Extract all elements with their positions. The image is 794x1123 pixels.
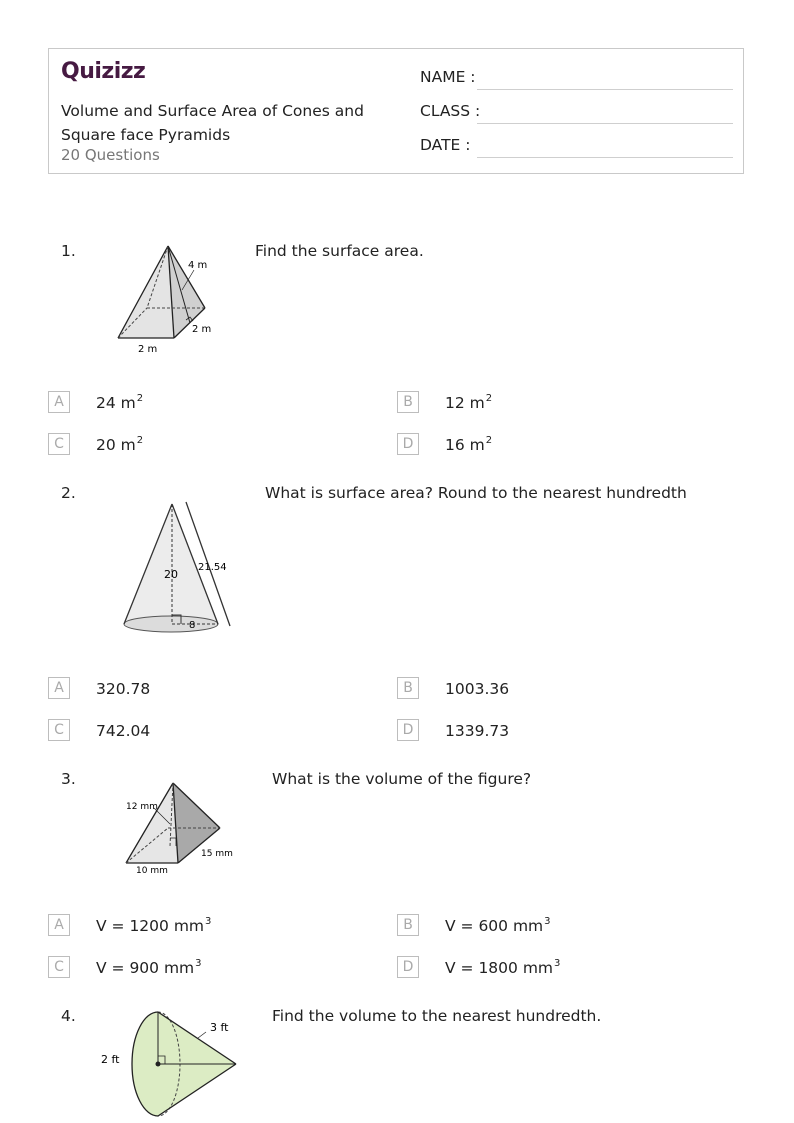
height-label: 12 mm	[126, 802, 158, 812]
base-depth-label: 2 m	[192, 324, 212, 335]
question-text: Find the surface area.	[255, 242, 424, 260]
date-line[interactable]	[477, 157, 733, 158]
slant-label: 21.54	[198, 562, 227, 573]
option-b-box[interactable]: B	[397, 914, 419, 936]
question-text: Find the volume to the nearest hundredth.	[272, 1007, 602, 1025]
class-label: CLASS :	[420, 102, 481, 120]
hemisphere-cone-figure	[98, 1008, 248, 1120]
radius-label: 2 ft	[101, 1053, 120, 1066]
rectangular-pyramid-figure	[118, 778, 243, 878]
option-d-text[interactable]: 16 $m^2$	[445, 435, 493, 454]
radius-label: 8	[189, 620, 196, 631]
option-d-box[interactable]: D	[397, 719, 419, 741]
option-b-box[interactable]: B	[397, 677, 419, 699]
option-b-text[interactable]: V = 600 $mm^3$	[445, 916, 551, 935]
slant-label: 3 ft	[210, 1021, 229, 1034]
depth-label: 15 mm	[201, 849, 233, 859]
question-text: What is surface area? Round to the nearest hundredth	[265, 484, 687, 502]
question-number: 1.	[61, 242, 76, 260]
option-c-box[interactable]: C	[48, 433, 70, 455]
option-b-box[interactable]: B	[397, 391, 419, 413]
option-d-text[interactable]: V = 1800 $mm^3$	[445, 958, 561, 977]
name-line[interactable]	[477, 89, 733, 90]
option-a-text[interactable]: 24 $m^2$	[96, 393, 144, 412]
option-a-box[interactable]: A	[48, 677, 70, 699]
option-a-text[interactable]: 320.78	[96, 680, 151, 698]
option-d-box[interactable]: D	[397, 433, 419, 455]
option-b-text[interactable]: 12 $m^2$	[445, 393, 493, 412]
option-d-box[interactable]: D	[397, 956, 419, 978]
option-a-box[interactable]: A	[48, 391, 70, 413]
class-line[interactable]	[477, 123, 733, 124]
question-number: 2.	[61, 484, 76, 502]
option-c-box[interactable]: C	[48, 956, 70, 978]
width-label: 10 mm	[136, 866, 168, 876]
question-number: 4.	[61, 1007, 76, 1025]
option-d-text[interactable]: 1339.73	[445, 722, 510, 740]
option-c-text[interactable]: V = 900 $mm^3$	[96, 958, 202, 977]
option-a-box[interactable]: A	[48, 914, 70, 936]
option-c-box[interactable]: C	[48, 719, 70, 741]
name-label: NAME :	[420, 68, 476, 86]
square-pyramid-figure	[110, 240, 230, 358]
question-text: What is the volume of the figure?	[272, 770, 532, 788]
slant-height-label: 4 m	[188, 260, 208, 271]
base-width-label: 2 m	[138, 344, 158, 355]
date-label: DATE :	[420, 136, 471, 154]
option-c-text[interactable]: 20 $m^2$	[96, 435, 144, 454]
option-b-text[interactable]: 1003.36	[445, 680, 510, 698]
worksheet-title: Volume and Surface Area of Cones and Square face Pyramids	[61, 102, 364, 144]
cone-figure	[112, 498, 242, 643]
question-number: 3.	[61, 770, 76, 788]
quizizz-logo: Quizizz	[61, 59, 146, 84]
option-c-text[interactable]: 742.04	[96, 722, 151, 740]
height-label: 20	[164, 568, 178, 581]
option-a-text[interactable]: V = 1200 $mm^3$	[96, 916, 212, 935]
question-count: 20 Questions	[61, 146, 160, 164]
worksheet-header	[48, 48, 744, 174]
